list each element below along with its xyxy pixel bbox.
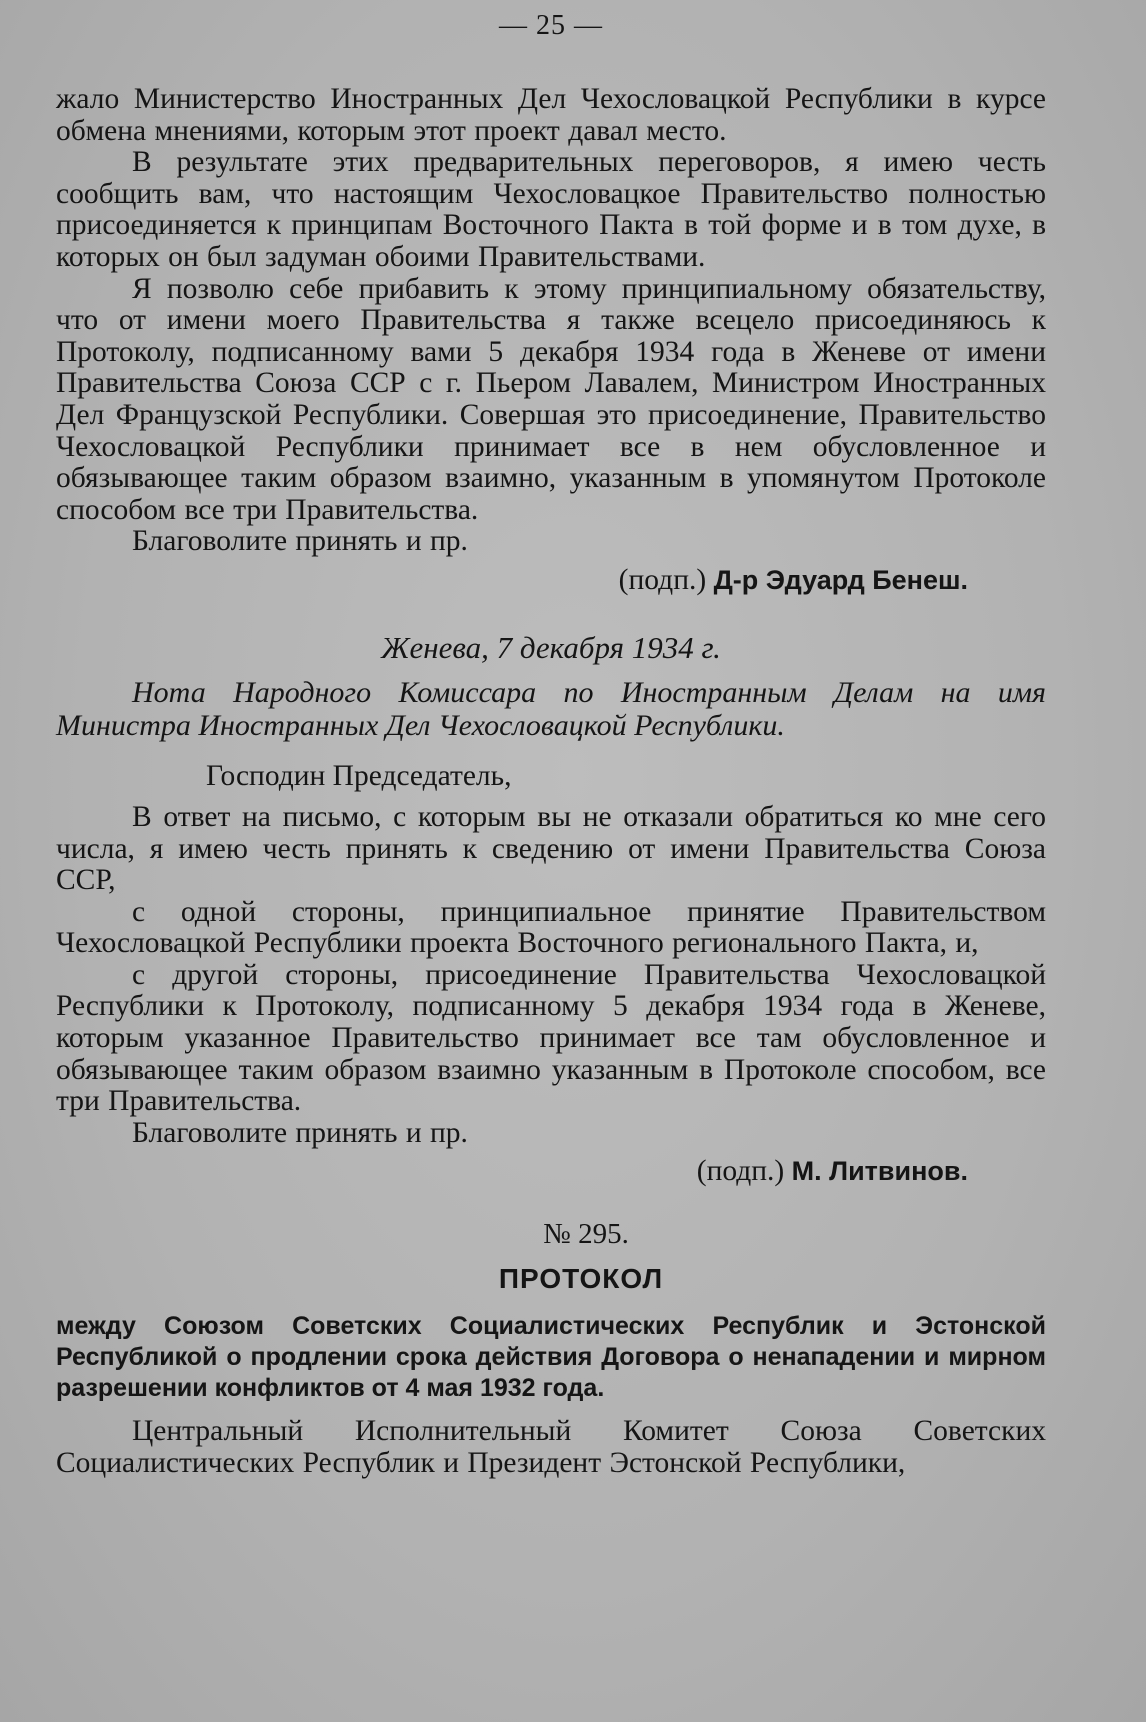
note-title: Нота Народного Комиссара по Иностранным Делам на имя Министра Иностранных Дел Чехословацкой Республики. — [56, 675, 1046, 742]
note-signature-name: М. Литвинов. — [791, 1156, 968, 1187]
letter-closing: Благоволите принять и пр. — [132, 525, 468, 558]
letter-signature-prefix: (подп.) — [618, 563, 707, 596]
letter-paragraph-accession: В результате этих предварительных переговоров, я имею честь сообщить вам, что настоящим Чехословацкое Правительство полностью присоединяется к принципам Восточного Пакта в той форме и в том духе, в которых он был задуман обоими Правительствами. — [56, 146, 1046, 273]
protocol-number: № 295. — [543, 1218, 629, 1251]
protocol-subtitle: между Союзом Советских Социалистических Республик и Эстонской Республикой о продлении срока действия Договора о ненападении и мирном разрешении конфликтов от 4 мая 1932 года. — [56, 1312, 1046, 1403]
note-paragraph-first-side: с одной стороны, принципиальное принятие Правительством Чехословацкой Республики проекта Восточного регионального Пакта, и, — [56, 895, 1046, 960]
note-place-date: Женева, 7 декабря 1934 г. — [381, 629, 721, 665]
letter-signature-name: Д-р Эдуард Бенеш. — [713, 564, 968, 595]
letter-paragraph-protocol: Я позволю себе прибавить к этому принципиальному обязательству, что от имени моего Правительства я также всецело присоединяюсь к Протоколу, подписанному вами 5 декабря 1934 года в Женеве от имени Правительства Союза ССР с г. Пьером Лавалем, Министром Иностранных Дел Французской Республики. Совершая это присоединение, Правительство Чехословацкой Республики принимает все в нем обусловленное и обязывающее таким образом взаимно, указанным в упомянутом Протоколе способом все три Правительства. — [56, 272, 1046, 526]
note-paragraph-second-side: с другой стороны, присоединение Правительства Чехословацкой Республики к Протоколу, подписанному 5 декабря 1934 года в Женеве, которым указанное Правительство принимает все там обусловленное и обязывающее таким образом взаимно указанным в Протоколе способом, все три Правительства. — [56, 958, 1046, 1118]
note-signature — [56, 1155, 968, 1187]
letter-paragraph-continuation: жало Министерство Иностранных Дел Чехословацкой Республики в курсе обмена мнениями, которым этот проект давал место. — [56, 83, 1046, 147]
protocol-opening: Центральный Исполнительный Комитет Союза Советских Социалистических Республик и Президент Эстонской Республики, — [56, 1415, 1046, 1480]
letter-signature — [56, 564, 968, 596]
note-signature-prefix: (подп.) — [696, 1155, 785, 1188]
note-closing: Благоволите принять и пр. — [132, 1116, 468, 1149]
page-number: — 25 — — [499, 10, 603, 41]
note-salutation: Господин Председатель, — [206, 759, 512, 792]
protocol-heading: ПРОТОКОЛ — [498, 1263, 664, 1295]
note-paragraph-reply: В ответ на письмо, с которым вы не отказали обратиться ко мне сего числа, я имею честь принять к сведению от имени Правительства Союза ССР, — [56, 800, 1046, 897]
